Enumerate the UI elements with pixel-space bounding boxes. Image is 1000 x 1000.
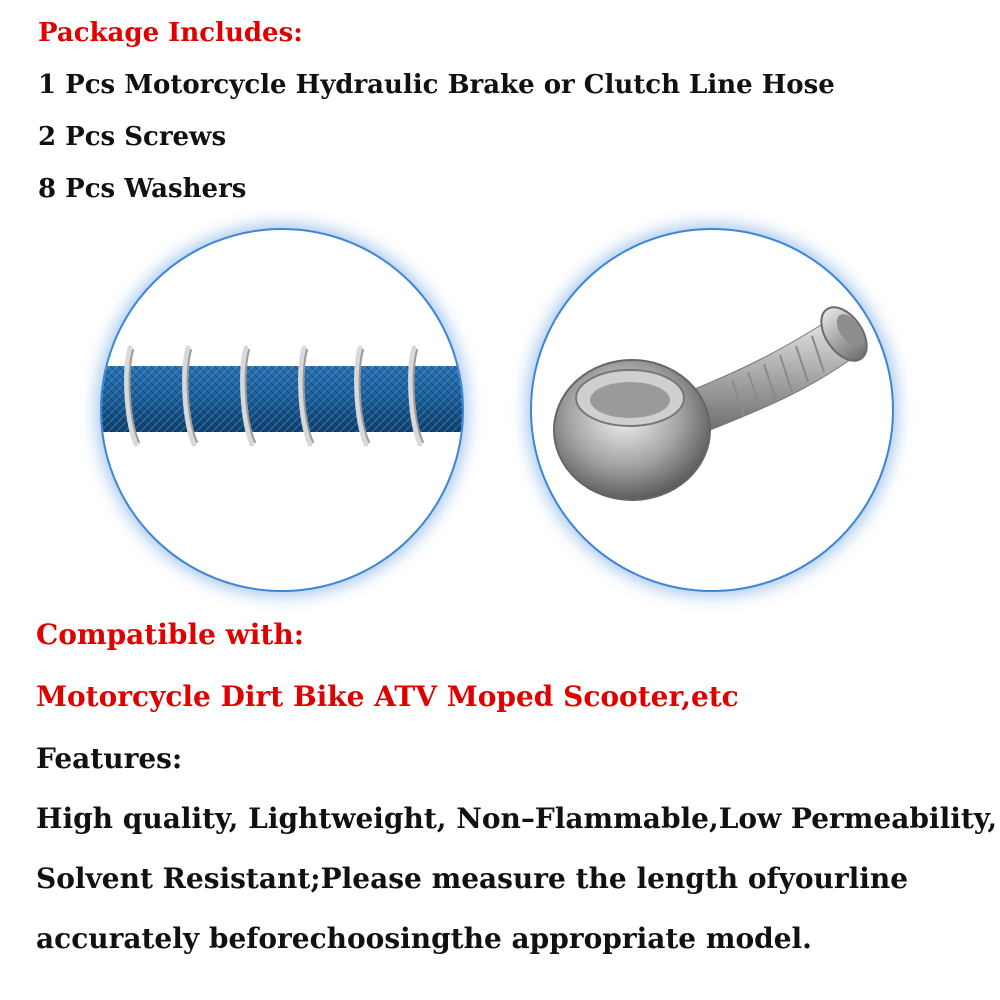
features-heading: Features:	[36, 742, 183, 775]
features-line: Solvent Resistant;Please measure the length ofyourline	[36, 862, 909, 895]
banjo-fitting-icon	[532, 230, 892, 590]
package-item: 8 Pcs Washers	[38, 174, 247, 204]
braided-hose-spring-icon	[102, 230, 462, 590]
package-item: 2 Pcs Screws	[38, 122, 227, 152]
package-heading: Package Includes:	[38, 18, 303, 48]
features-line: accurately beforechoosingthe appropriate model.	[36, 922, 812, 955]
compatible-list: Motorcycle Dirt Bike ATV Moped Scooter,etc	[36, 680, 739, 713]
compatible-heading: Compatible with:	[36, 618, 305, 651]
fitting-detail-image	[530, 228, 894, 592]
hose-detail-image	[100, 228, 464, 592]
package-item: 1 Pcs Motorcycle Hydraulic Brake or Clutch Line Hose	[38, 70, 835, 100]
features-line: High quality, Lightweight, Non–Flammable,Low Permeability,	[36, 802, 998, 835]
